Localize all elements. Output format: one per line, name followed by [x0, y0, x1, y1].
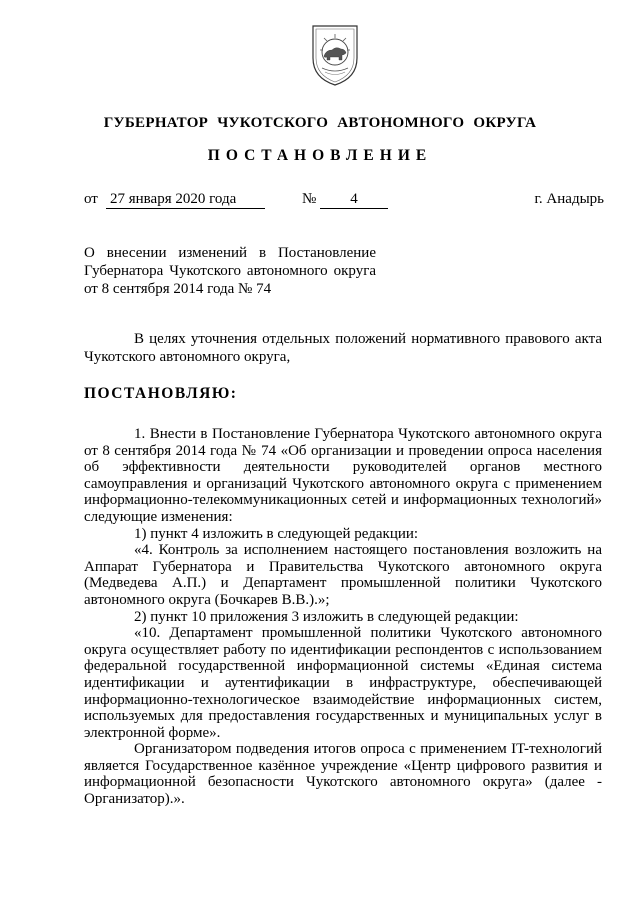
body-paragraph: Организатором подведения итогов опроса с применением IT-технологий является Государственное казённое учреждение «Центр цифрового развития и информационной безопасности Чукотского автономного округа» (далее - Организатор).».	[84, 741, 602, 808]
subject-line: от 8 сентября 2014 года № 74	[84, 281, 272, 297]
subject-line: Губернатора Чукотского автономного округа	[84, 263, 376, 279]
document-city: г. Анадырь	[534, 191, 604, 207]
document-meta-row	[84, 191, 604, 213]
issuer-title: ГУБЕРНАТОР ЧУКОТСКОГО АВТОНОМНОГО ОКРУГА	[103, 115, 537, 131]
body-paragraph: «4. Контроль за исполнением настоящего постановления возложить на Аппарат Губернатора и Правительства Чукотского автономного округа (Медведева А.П.) и Департамент промышленной политики Чукотского автономного округа (Бочкарев В.В.).»;	[84, 542, 602, 608]
body-paragraph: 1. Внести в Постановление Губернатора Чукотского автономного округа от 8 сентября 2014 года № 74 «Об организации и проведении опроса населения об эффективности деятельности руководителей органов местного самоуправления и организаций Чукотского автономного округа с применением информационно-телекоммуникационных сетей и информационных технологий» следующие изменения:	[84, 426, 602, 525]
document-type-heading: ПОСТАНОВЛЕНИЕ	[207, 147, 433, 164]
document-number: 4	[320, 191, 388, 209]
preamble-paragraph: В целях уточнения отдельных положений нормативного правового акта Чукотского автономного округа,	[84, 331, 602, 365]
body-paragraph: «10. Департамент промышленной политики Чукотского автономного округа осуществляет работу по идентификации респондентов с использованием федеральной государственной информационной системы «Единая система идентификации и аутентификации в инфраструктуре, обеспечивающей информационно-технологическое взаимодействие информационных систем, используемых для предоставления государственных и муниципальных услуг в электронной форме».	[84, 625, 602, 741]
date-prefix: от	[84, 191, 98, 207]
subject-line: О внесении изменений в Постановление	[84, 245, 376, 261]
body-paragraph: 2) пункт 10 приложения 3 изложить в следующей редакции:	[134, 608, 519, 625]
document-body	[84, 426, 602, 808]
document-date: 27 января 2020 года	[106, 191, 265, 209]
number-label: №	[302, 191, 317, 207]
document-subject	[84, 244, 376, 298]
decree-heading: ПОСТАНОВЛЯЮ:	[84, 385, 238, 402]
chukotka-coat-of-arms-icon	[308, 22, 362, 88]
body-paragraph: 1) пункт 4 изложить в следующей редакции:	[134, 525, 419, 542]
